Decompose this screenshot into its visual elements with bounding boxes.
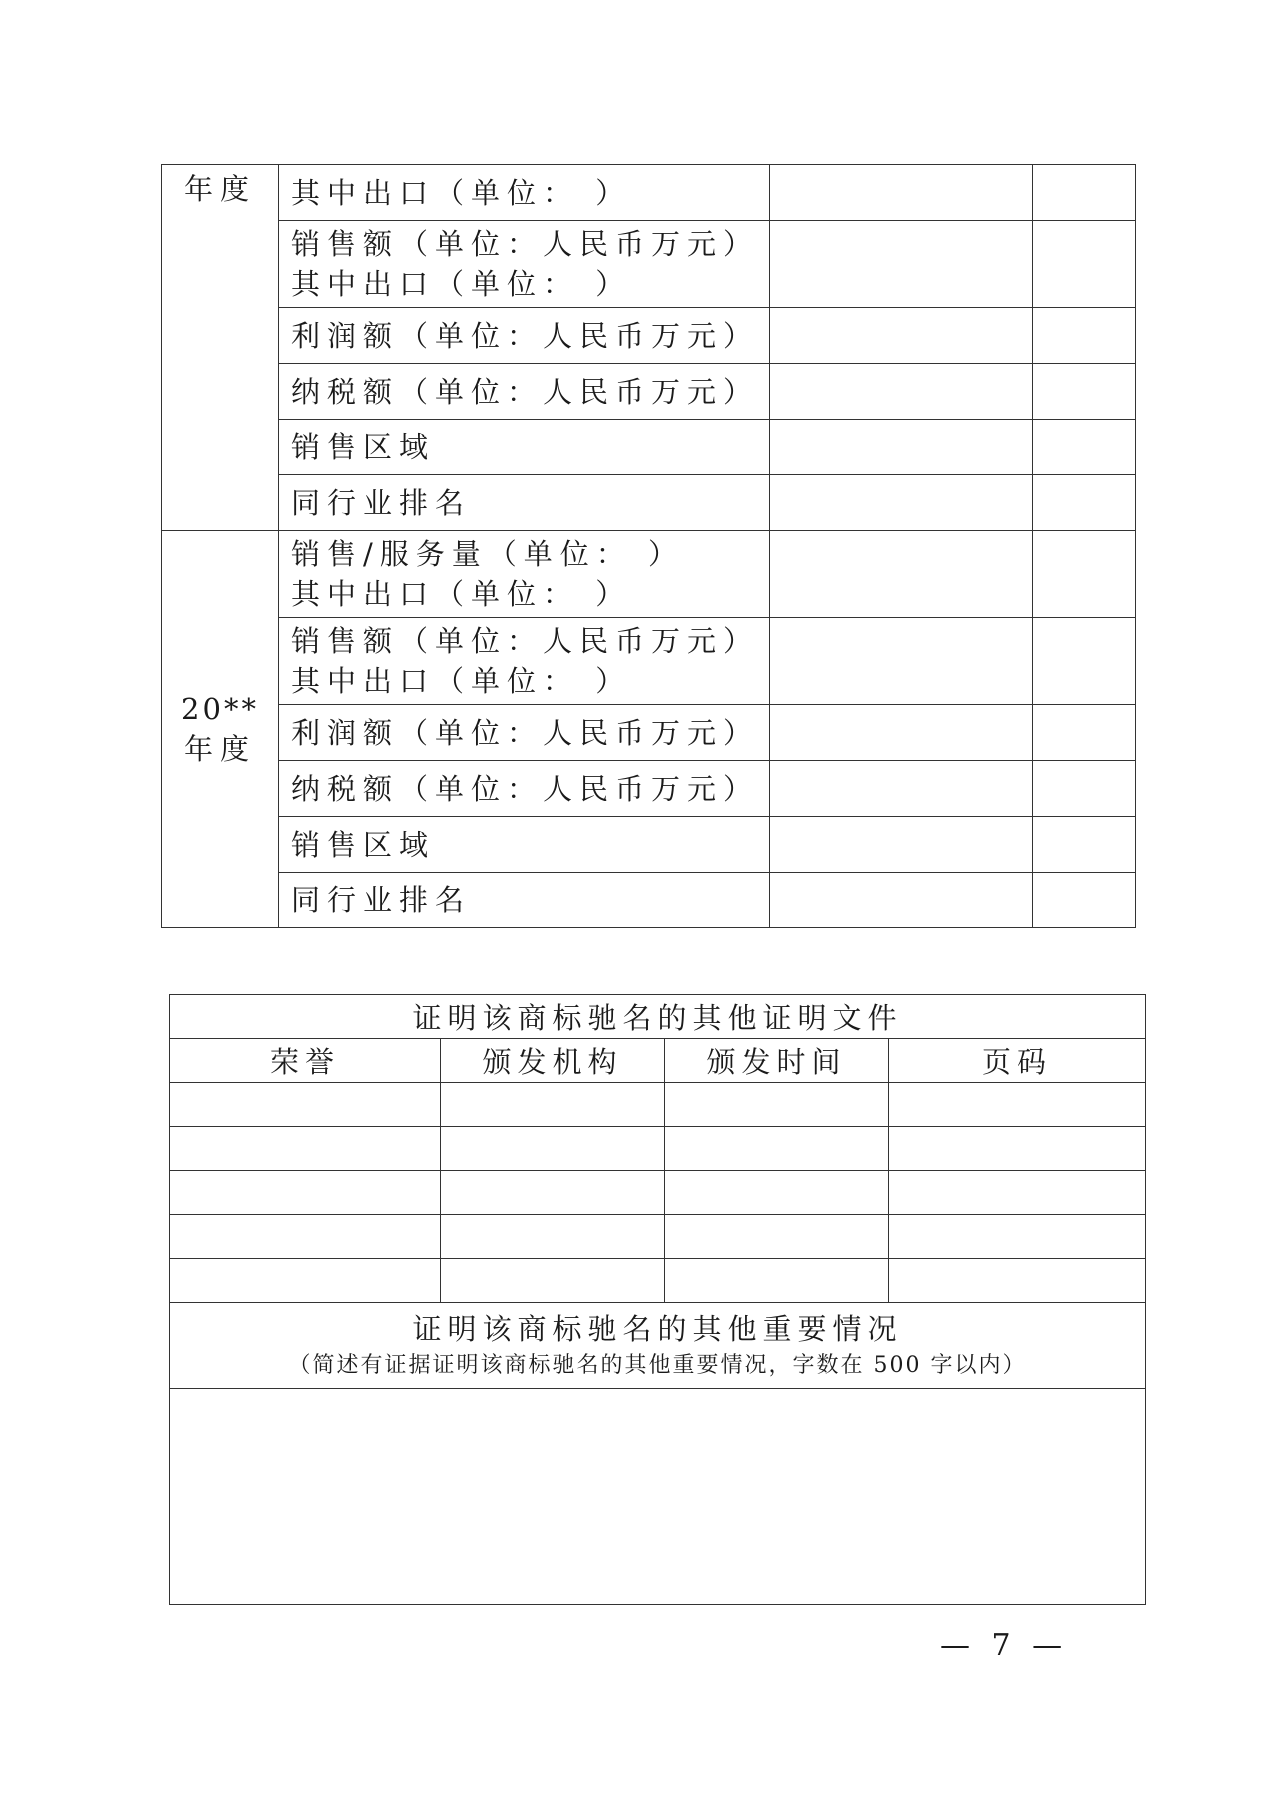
row-label-profit: [279, 705, 770, 761]
other-evidence-table: [169, 994, 1146, 1605]
value-cell[interactable]: [770, 531, 1033, 618]
header-issue-date: 颁发时间: [665, 1039, 889, 1083]
year-number: 20**: [181, 692, 259, 726]
honor-cell[interactable]: [170, 1083, 441, 1127]
row-label-text: 销售区域: [291, 827, 436, 862]
value-cell[interactable]: [770, 221, 1033, 308]
row-label-text: 销售/服务量（单位： ）: [291, 537, 684, 571]
row-label-text: 销售区域: [291, 430, 436, 464]
other-important-info-note: （简述有证据证明该商标驰名的其他重要情况，字数在 500 字以内）: [288, 1352, 1027, 1378]
row-label-text: 其中出口（单位： ）: [291, 577, 632, 611]
authority-cell[interactable]: [441, 1083, 665, 1127]
year-label: 年度: [183, 732, 256, 766]
page-cell[interactable]: [1033, 475, 1136, 531]
page-cell[interactable]: [889, 1259, 1146, 1303]
page-cell[interactable]: [1033, 705, 1136, 761]
row-label-text: 纳税额（单位：人民币万元）: [291, 771, 760, 806]
page-cell[interactable]: [889, 1215, 1146, 1259]
value-cell[interactable]: [770, 308, 1033, 364]
row-label-industry-rank: [279, 475, 770, 531]
row-label-text: 同行业排名: [291, 485, 472, 520]
row-label-tax: [279, 761, 770, 817]
page-cell[interactable]: [1033, 817, 1136, 873]
header-page-number: 页码: [889, 1039, 1146, 1083]
honor-cell[interactable]: [170, 1259, 441, 1303]
authority-cell[interactable]: [441, 1171, 665, 1215]
value-cell[interactable]: [770, 475, 1033, 531]
honor-cell[interactable]: [170, 1127, 441, 1171]
value-cell[interactable]: [770, 364, 1033, 420]
date-cell[interactable]: [665, 1127, 889, 1171]
row-label-export: [279, 165, 770, 221]
row-label-text: 其中出口（单位： ）: [291, 175, 632, 210]
header-honor: 荣誉: [170, 1039, 441, 1083]
date-cell[interactable]: [665, 1259, 889, 1303]
page-cell[interactable]: [1033, 165, 1136, 221]
table-row: [170, 1127, 1146, 1171]
row-label-profit: [279, 308, 770, 364]
row-label-text: 其中出口（单位： ）: [291, 664, 632, 698]
value-cell[interactable]: [770, 618, 1033, 705]
row-label-text: 销售额（单位：人民币万元）: [291, 624, 760, 658]
other-important-info-header: [170, 1303, 1146, 1389]
page-cell[interactable]: [1033, 420, 1136, 475]
year-cell-current: [162, 531, 279, 928]
evidence-documents-title: 证明该商标驰名的其他证明文件: [170, 995, 1146, 1039]
row-label-sales-volume: [279, 531, 770, 618]
page-cell[interactable]: [1033, 364, 1136, 420]
table-row: [170, 1171, 1146, 1215]
value-cell[interactable]: [770, 817, 1033, 873]
value-cell[interactable]: [770, 705, 1033, 761]
page-cell[interactable]: [1033, 761, 1136, 817]
page-cell[interactable]: [889, 1083, 1146, 1127]
other-important-info-title: 证明该商标驰名的其他重要情况: [412, 1311, 903, 1346]
row-label-tax: [279, 364, 770, 420]
row-label-sales-amount: [279, 221, 770, 308]
honor-cell[interactable]: [170, 1171, 441, 1215]
value-cell[interactable]: [770, 165, 1033, 221]
year-cell-previous: [162, 165, 279, 531]
date-cell[interactable]: [665, 1171, 889, 1215]
row-label-text: 其中出口（单位： ）: [291, 267, 632, 301]
page-cell[interactable]: [1033, 618, 1136, 705]
page-cell[interactable]: [1033, 873, 1136, 928]
table-row: [170, 1259, 1146, 1303]
date-cell[interactable]: [665, 1083, 889, 1127]
row-label-text: 利润额（单位：人民币万元）: [291, 715, 760, 750]
value-cell[interactable]: [770, 420, 1033, 475]
year-label: 年度: [183, 172, 256, 206]
page-cell[interactable]: [1033, 308, 1136, 364]
row-label-sales-region: [279, 420, 770, 475]
authority-cell[interactable]: [441, 1259, 665, 1303]
annual-financial-table: [161, 164, 1136, 928]
row-label-sales-region: [279, 817, 770, 873]
page-cell[interactable]: [889, 1171, 1146, 1215]
table-row: [170, 1083, 1146, 1127]
table-row: [170, 1215, 1146, 1259]
row-label-text: 销售额（单位：人民币万元）: [291, 227, 760, 261]
row-label-industry-rank: [279, 873, 770, 928]
value-cell[interactable]: [770, 761, 1033, 817]
row-label-sales-amount: [279, 618, 770, 705]
authority-cell[interactable]: [441, 1215, 665, 1259]
honor-cell[interactable]: [170, 1215, 441, 1259]
row-label-text: 利润额（单位：人民币万元）: [291, 318, 760, 353]
other-important-info-field[interactable]: [170, 1389, 1146, 1605]
header-issuing-authority: 颁发机构: [441, 1039, 665, 1083]
row-label-text: 同行业排名: [291, 883, 472, 917]
page-cell[interactable]: [1033, 221, 1136, 308]
page-number: — 7 —: [940, 1628, 1069, 1663]
value-cell[interactable]: [770, 873, 1033, 928]
page-cell[interactable]: [1033, 531, 1136, 618]
page-cell[interactable]: [889, 1127, 1146, 1171]
date-cell[interactable]: [665, 1215, 889, 1259]
authority-cell[interactable]: [441, 1127, 665, 1171]
row-label-text: 纳税额（单位：人民币万元）: [291, 374, 760, 409]
